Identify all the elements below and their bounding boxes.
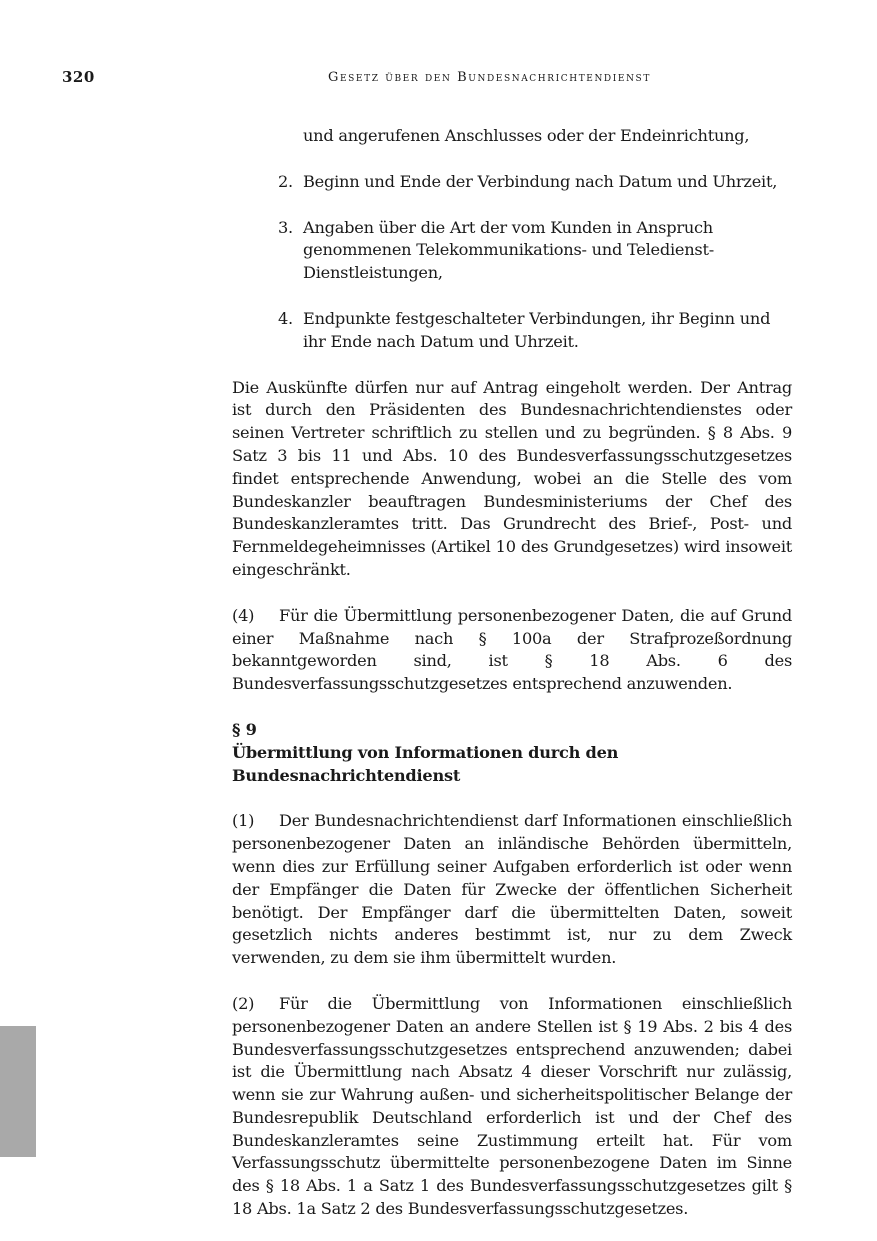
list-item-number: 4. [278,308,293,328]
section-number: § 9 [232,719,257,739]
list-item [232,308,792,354]
paragraph-marker: (4) [232,605,255,625]
list-item-number: 2. [278,171,293,191]
paragraph-4 [232,605,792,696]
chapter-thumb-tab [0,1026,36,1157]
section-heading [232,719,792,787]
list-item-text: Beginn und Ende der Verbindung nach Datum und Uhrzeit, [303,171,778,191]
paragraph-text: Der Bundesnachrichtendienst darf Informationen einschließlich personenbezogener Daten an inländische Behörden übermitteln, wenn dies zur Erfüllung seiner Aufgaben erforderlich ist oder wenn der Empfänger die Daten für Zwecke der öffentlichen Sicherheit benötigt. Der Empfänger darf die übermittelten Daten, soweit gesetzlich nichts anderes bestimmt ist, nur zu dem Zweck verwenden, zu dem sie ihm übermittelt wurden. [232,811,792,968]
list-item-text: Endpunkte festgeschalteter Verbindungen, ihr Beginn und ihr Ende nach Datum und Uhrzeit. [303,308,771,351]
paragraph-marker: (1) [232,811,255,831]
running-header: Gesetz über den Bundesnachrichtendienst [328,70,651,85]
paragraph-auskuenfte: Die Auskünfte dürfen nur auf Antrag eingeholt werden. Der Antrag ist durch den Präsidenten des Bundesnachrichtendienstes oder seinen Vertreter schriftlich zu stellen und zu begründen. § 8 Abs. 9 Satz 3 bis 11 und Abs. 10 des Bundesverfassungsschutzgesetzes findet entsprechende Anwendung, wobei an die Stelle des vom Bundeskanzler beauftragen Bundesministeriums der Chef des Bundeskanzleramtes tritt. Das Grundrecht des Brief-, Post- und Fernmeldegeheimnisses (Artikel 10 des Grundgesetzes) wird insoweit eingeschränkt. [232,377,792,579]
paragraph-marker: (2) [232,993,255,1013]
list-item-continuation [232,125,792,148]
section-paragraph-1 [232,810,792,970]
list-item-text: Angaben über die Art der vom Kunden in Anspruch genommenen Telekommunikations- und Teledienst-Dienstleistungen, [303,217,714,283]
section-paragraph-2 [232,993,792,1221]
document-body [232,125,792,1221]
list-item [232,171,792,194]
page-number: 320 [62,68,95,86]
list-item [232,217,792,285]
paragraph-text: Für die Übermittlung von Informationen einschließlich personenbezogener Daten an andere Stellen ist § 19 Abs. 2 bis 4 des Bundesverfassungsschutzgesetzes entsprechend anzuwenden; dabei ist die Übermittlung nach Absatz 4 dieser Vorschrift nur zulässig, wenn sie zur Wahrung außen- und sicherheitspolitischer Belange der Bundesrepublik Deutschland erforderlich ist und der Chef des Bundeskanzleramtes seine Zustimmung erteilt hat. Für vom Verfassungsschutz übermittelte personenbezogene Daten im Sinne des § 18 Abs. 1 a Satz 1 des Bundesverfassungsschutzgesetzes gilt § 18 Abs. 1a Satz 2 des Bundesverfassungsschutzgesetzes. [232,993,792,1219]
list-item-text: und angerufenen Anschlusses oder der Endeinrichtung, [303,126,750,145]
section-title: Übermittlung von Informationen durch den Bundesnachrichtendienst [232,742,619,785]
paragraph-text: Für die Übermittlung personenbezogener Daten, die auf Grund einer Maßnahme nach § 100a der Strafprozeßordnung bekanntgeworden sind, ist § 18 Abs. 6 des Bundesverfassungsschutzgesetzes entsprechend anzuwenden. [232,605,792,694]
list-item-number: 3. [278,217,293,237]
